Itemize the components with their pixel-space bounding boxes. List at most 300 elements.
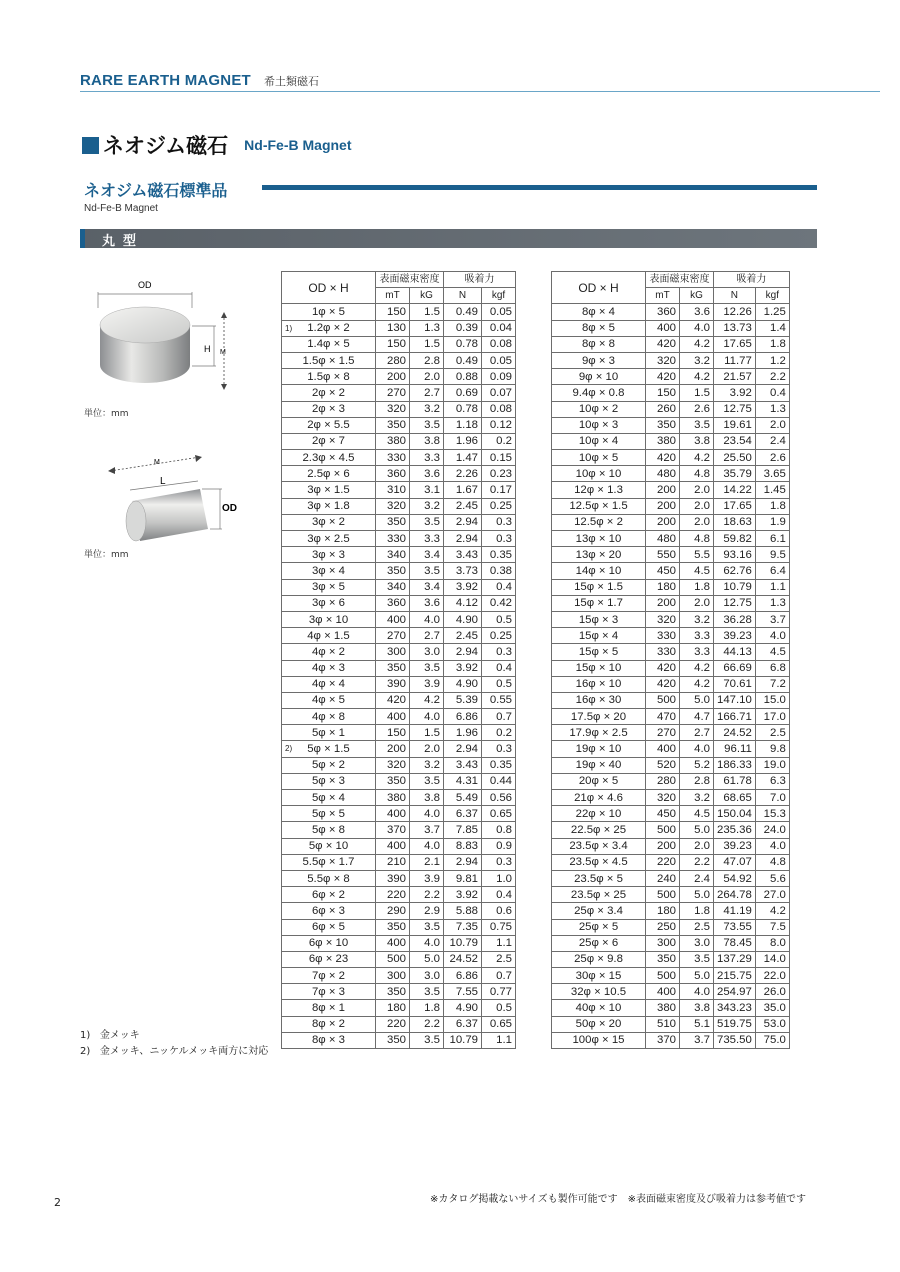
table-row <box>282 482 516 498</box>
size-value: 40φ × 10 <box>575 1002 622 1015</box>
cell-N: 68.65 <box>714 790 756 806</box>
cell-mT: 350 <box>646 417 680 433</box>
size-value: 5φ × 4 <box>311 791 346 804</box>
cell-kgf: 0.08 <box>482 336 516 352</box>
size-value: 5φ × 2 <box>311 759 346 772</box>
cell-kgf: 1.1 <box>482 935 516 951</box>
disc-top <box>100 307 190 343</box>
cell-N: 137.29 <box>714 951 756 967</box>
cell-mT: 200 <box>646 838 680 854</box>
cell-N: 0.88 <box>444 369 482 385</box>
cell-kgf: 0.4 <box>482 887 516 903</box>
cell-kgf: 0.08 <box>482 401 516 417</box>
table-row <box>282 514 516 530</box>
size-value: 25φ × 5 <box>578 921 619 934</box>
cell-size <box>552 628 646 644</box>
cell-size <box>282 644 376 660</box>
cell-kgf: 0.6 <box>482 903 516 919</box>
table-row <box>282 773 516 789</box>
size-value: 25φ × 9.8 <box>574 953 623 966</box>
footnote-marker: 1) <box>285 323 293 333</box>
size-value: 8φ × 3 <box>311 1034 346 1047</box>
section-bar <box>80 229 817 248</box>
cell-kgf: 0.3 <box>482 741 516 757</box>
unit-label-2: 単位：mm <box>84 550 129 560</box>
cell-kG: 4.2 <box>680 369 714 385</box>
cell-kgf: 0.4 <box>482 660 516 676</box>
size-value: 8φ × 2 <box>311 1018 346 1031</box>
cell-kgf: 0.55 <box>482 692 516 708</box>
table-row <box>552 1000 790 1016</box>
cell-kG: 3.2 <box>680 352 714 368</box>
header-kG: kG <box>680 288 714 304</box>
cell-N: 2.94 <box>444 644 482 660</box>
table-row <box>282 806 516 822</box>
table-row <box>552 822 790 838</box>
cell-kgf: 4.0 <box>755 628 789 644</box>
cell-N: 5.49 <box>444 790 482 806</box>
size-value: 3φ × 6 <box>311 597 346 610</box>
cell-kgf: 26.0 <box>755 984 789 1000</box>
size-value: 30φ × 15 <box>575 969 622 982</box>
cell-mT: 290 <box>376 903 410 919</box>
size-value: 10φ × 5 <box>578 451 619 464</box>
table-row <box>282 450 516 466</box>
table-row <box>282 1016 516 1032</box>
table-row <box>282 611 516 627</box>
table-row <box>282 725 516 741</box>
cell-size <box>282 806 376 822</box>
table-row <box>552 595 790 611</box>
table-row <box>552 417 790 433</box>
cell-kgf: 0.5 <box>482 676 516 692</box>
cell-N: 150.04 <box>714 806 756 822</box>
cell-kgf: 4.5 <box>755 644 789 660</box>
cell-kgf: 0.35 <box>482 757 516 773</box>
cell-kgf: 0.3 <box>482 531 516 547</box>
title-square-icon <box>82 137 99 154</box>
cell-mT: 340 <box>376 579 410 595</box>
cell-size <box>282 385 376 401</box>
cell-kG: 4.2 <box>680 336 714 352</box>
cell-kG: 4.2 <box>410 692 444 708</box>
cell-N: 18.63 <box>714 514 756 530</box>
cell-N: 66.69 <box>714 660 756 676</box>
size-value: 25φ × 6 <box>578 937 619 950</box>
table-row <box>282 336 516 352</box>
table-row <box>552 1032 790 1048</box>
cell-mT: 400 <box>646 984 680 1000</box>
table-row <box>282 838 516 854</box>
cell-N: 39.23 <box>714 838 756 854</box>
cell-N: 12.75 <box>714 595 756 611</box>
table-row <box>282 968 516 984</box>
header-flux: 表面磁束密度 <box>376 272 444 288</box>
table-row <box>282 644 516 660</box>
cell-kG: 4.8 <box>680 531 714 547</box>
size-value: 13φ × 20 <box>575 548 622 561</box>
cell-N: 1.96 <box>444 433 482 449</box>
cell-mT: 420 <box>646 336 680 352</box>
cell-size <box>552 838 646 854</box>
footnote-marker: 2) <box>285 744 293 754</box>
cell-kgf: 1.9 <box>755 514 789 530</box>
cell-mT: 360 <box>376 595 410 611</box>
cell-size <box>552 757 646 773</box>
cell-kgf: 1.3 <box>755 401 789 417</box>
subtitle-bar <box>262 185 817 190</box>
cell-mT: 250 <box>646 919 680 935</box>
cell-kgf: 0.77 <box>482 984 516 1000</box>
cell-size <box>552 611 646 627</box>
size-value: 10φ × 10 <box>575 467 622 480</box>
cell-N: 264.78 <box>714 887 756 903</box>
cell-kgf: 0.12 <box>482 417 516 433</box>
cell-kG: 3.5 <box>410 919 444 935</box>
cell-kG: 3.2 <box>410 498 444 514</box>
size-value: 3φ × 2.5 <box>307 532 350 545</box>
cell-size <box>282 304 376 320</box>
cell-mT: 270 <box>646 725 680 741</box>
cell-kG: 2.7 <box>410 385 444 401</box>
table-row <box>552 968 790 984</box>
cell-kG: 1.5 <box>410 336 444 352</box>
cell-N: 7.55 <box>444 984 482 1000</box>
cell-kG: 1.3 <box>410 320 444 336</box>
size-value: 1.5φ × 1.5 <box>302 354 355 367</box>
cell-kgf: 15.3 <box>755 806 789 822</box>
cell-kgf: 0.3 <box>482 514 516 530</box>
size-value: 2φ × 7 <box>311 435 346 448</box>
cell-kgf: 1.1 <box>755 579 789 595</box>
size-value: 1.2φ × 2 <box>307 322 350 335</box>
cell-kgf: 6.3 <box>755 773 789 789</box>
cell-N: 0.49 <box>444 304 482 320</box>
cell-N: 4.90 <box>444 676 482 692</box>
size-value: 4φ × 4 <box>311 678 346 691</box>
od-label: OD <box>138 280 152 290</box>
cell-N: 36.28 <box>714 611 756 627</box>
size-value: 3φ × 1.5 <box>307 484 350 497</box>
cell-mT: 450 <box>646 563 680 579</box>
size-value: 4φ × 8 <box>311 710 346 723</box>
table-row <box>282 854 516 870</box>
cell-kgf: 0.05 <box>482 304 516 320</box>
cell-N: 1.47 <box>444 450 482 466</box>
size-value: 3φ × 4 <box>311 564 346 577</box>
cell-mT: 320 <box>376 401 410 417</box>
cell-N: 13.73 <box>714 320 756 336</box>
cell-size <box>552 692 646 708</box>
cell-N: 47.07 <box>714 854 756 870</box>
cell-N: 0.39 <box>444 320 482 336</box>
cell-N: 17.65 <box>714 336 756 352</box>
cell-kgf: 2.0 <box>755 417 789 433</box>
size-value: 7φ × 2 <box>311 969 346 982</box>
brand-subtitle: 希土類磁石 <box>264 75 319 88</box>
cell-N: 2.45 <box>444 498 482 514</box>
table-row <box>552 628 790 644</box>
cell-N: 59.82 <box>714 531 756 547</box>
table-row <box>282 1000 516 1016</box>
cell-size <box>282 838 376 854</box>
cell-kgf: 53.0 <box>755 1016 789 1032</box>
cell-N: 2.45 <box>444 628 482 644</box>
rod-magnet-diagram <box>80 445 260 555</box>
size-value: 2.3φ × 4.5 <box>302 451 355 464</box>
cell-kgf: 2.6 <box>755 450 789 466</box>
cell-N: 2.94 <box>444 741 482 757</box>
cell-kG: 5.1 <box>680 1016 714 1032</box>
cell-kgf: 9.8 <box>755 741 789 757</box>
cell-kgf: 4.0 <box>755 838 789 854</box>
size-value: 2φ × 5.5 <box>307 419 350 432</box>
cell-kG: 4.2 <box>680 450 714 466</box>
cell-mT: 350 <box>376 919 410 935</box>
cell-size <box>552 660 646 676</box>
size-value: 4φ × 5 <box>311 694 346 707</box>
table-row <box>552 757 790 773</box>
cell-kG: 4.0 <box>410 611 444 627</box>
cell-kgf: 0.56 <box>482 790 516 806</box>
table-row <box>552 433 790 449</box>
cell-size <box>282 935 376 951</box>
header-force: 吸着力 <box>444 272 516 288</box>
cell-size <box>552 919 646 935</box>
cell-size <box>552 450 646 466</box>
header-kgf: kgf <box>755 288 789 304</box>
cell-kG: 4.0 <box>680 741 714 757</box>
cell-N: 4.12 <box>444 595 482 611</box>
cell-mT: 370 <box>646 1032 680 1048</box>
size-value: 8φ × 8 <box>581 338 616 351</box>
size-value: 10φ × 2 <box>578 403 619 416</box>
size-value: 16φ × 30 <box>575 694 622 707</box>
cell-kG: 3.0 <box>410 968 444 984</box>
note-2-text: 金メッキ、ニッケルメッキ両方に対応 <box>99 1046 269 1057</box>
cell-N: 3.43 <box>444 757 482 773</box>
cell-size <box>282 968 376 984</box>
cell-kgf: 0.25 <box>482 628 516 644</box>
cell-size <box>282 854 376 870</box>
cell-size <box>282 676 376 692</box>
cell-mT: 200 <box>376 741 410 757</box>
table-row <box>282 660 516 676</box>
cell-kG: 5.0 <box>680 887 714 903</box>
cell-kgf: 4.2 <box>755 903 789 919</box>
size-value: 9φ × 3 <box>581 354 616 367</box>
cell-kG: 3.2 <box>680 611 714 627</box>
cell-N: 735.50 <box>714 1032 756 1048</box>
cell-size <box>552 466 646 482</box>
cell-size <box>282 433 376 449</box>
cell-N: 4.90 <box>444 611 482 627</box>
size-value: 7φ × 3 <box>311 985 346 998</box>
table-row <box>552 725 790 741</box>
size-value: 9φ × 10 <box>578 370 619 383</box>
cell-N: 4.31 <box>444 773 482 789</box>
cell-N: 3.92 <box>444 660 482 676</box>
cell-kgf: 1.1 <box>482 1032 516 1048</box>
cell-N: 3.92 <box>714 385 756 401</box>
cell-size <box>282 369 376 385</box>
cell-kG: 2.2 <box>410 1016 444 1032</box>
table-row <box>552 611 790 627</box>
cell-kG: 3.5 <box>680 417 714 433</box>
size-value: 25φ × 3.4 <box>574 904 623 917</box>
size-value: 3φ × 1.8 <box>307 500 350 513</box>
cell-N: 12.26 <box>714 304 756 320</box>
size-value: 8φ × 5 <box>581 322 616 335</box>
table-row <box>282 579 516 595</box>
cell-size <box>552 531 646 547</box>
cell-size <box>552 417 646 433</box>
cell-N: 10.79 <box>444 1032 482 1048</box>
cell-size <box>282 822 376 838</box>
cell-kG: 4.0 <box>680 984 714 1000</box>
header-kG: kG <box>410 288 444 304</box>
table-row <box>282 531 516 547</box>
size-value: 19φ × 40 <box>575 759 622 772</box>
cell-kG: 1.8 <box>680 903 714 919</box>
cell-kgf: 1.25 <box>755 304 789 320</box>
table-row <box>552 806 790 822</box>
cell-N: 1.67 <box>444 482 482 498</box>
size-value: 20φ × 5 <box>578 775 619 788</box>
cell-kG: 3.5 <box>410 660 444 676</box>
cell-kG: 3.0 <box>410 644 444 660</box>
cell-kG: 2.2 <box>410 887 444 903</box>
header-divider <box>80 91 880 92</box>
table-row <box>282 984 516 1000</box>
cell-N: 6.37 <box>444 806 482 822</box>
table-row <box>552 304 790 320</box>
size-value: 1.5φ × 8 <box>307 370 350 383</box>
cell-kgf: 2.2 <box>755 369 789 385</box>
cell-kgf: 0.75 <box>482 919 516 935</box>
cell-mT: 420 <box>646 660 680 676</box>
cell-mT: 280 <box>646 773 680 789</box>
table-row <box>552 547 790 563</box>
cell-size <box>552 854 646 870</box>
cell-kgf: 0.7 <box>482 709 516 725</box>
table-row <box>282 498 516 514</box>
cell-kgf: 0.17 <box>482 482 516 498</box>
cell-size <box>282 951 376 967</box>
cell-kG: 3.2 <box>410 401 444 417</box>
table-row <box>552 563 790 579</box>
cell-kgf: 9.5 <box>755 547 789 563</box>
cell-size <box>282 352 376 368</box>
cell-N: 12.75 <box>714 401 756 417</box>
cell-kG: 2.8 <box>680 773 714 789</box>
cell-size <box>552 579 646 595</box>
cell-kG: 3.5 <box>410 514 444 530</box>
table-row <box>552 887 790 903</box>
table-row <box>282 935 516 951</box>
cell-kgf: 0.23 <box>482 466 516 482</box>
cell-mT: 270 <box>376 385 410 401</box>
cell-kG: 3.5 <box>410 1032 444 1048</box>
cell-size <box>282 887 376 903</box>
unit-label-1: 単位：mm <box>84 409 129 419</box>
cell-kG: 2.7 <box>680 725 714 741</box>
cell-N: 215.75 <box>714 968 756 984</box>
cell-N: 0.69 <box>444 385 482 401</box>
cell-mT: 180 <box>646 903 680 919</box>
cell-kgf: 0.09 <box>482 369 516 385</box>
cell-size <box>552 644 646 660</box>
size-value: 10φ × 3 <box>578 419 619 432</box>
table-row <box>282 951 516 967</box>
table-row <box>552 790 790 806</box>
cell-size <box>552 498 646 514</box>
disc-magnet-diagram <box>80 270 260 410</box>
cell-size <box>552 984 646 1000</box>
cell-size <box>282 692 376 708</box>
cell-mT: 390 <box>376 676 410 692</box>
cell-mT: 420 <box>646 369 680 385</box>
table-row <box>552 692 790 708</box>
cell-mT: 310 <box>376 482 410 498</box>
size-value: 3φ × 5 <box>311 581 346 594</box>
table-row <box>552 903 790 919</box>
size-value: 6φ × 10 <box>308 937 349 950</box>
header-N: N <box>714 288 756 304</box>
subtitle <box>84 178 227 214</box>
cell-N: 5.39 <box>444 692 482 708</box>
size-value: 10φ × 4 <box>578 435 619 448</box>
header-N: N <box>444 288 482 304</box>
cell-kG: 3.6 <box>680 304 714 320</box>
size-value: 6φ × 5 <box>311 921 346 934</box>
table-row <box>552 838 790 854</box>
cell-size <box>552 773 646 789</box>
cell-kG: 5.0 <box>680 822 714 838</box>
cell-kG: 1.8 <box>680 579 714 595</box>
cell-kG: 3.9 <box>410 870 444 886</box>
cell-size <box>282 1016 376 1032</box>
cell-N: 73.55 <box>714 919 756 935</box>
cell-kG: 5.0 <box>680 692 714 708</box>
table-row <box>552 644 790 660</box>
cell-mT: 180 <box>376 1000 410 1016</box>
header-force: 吸着力 <box>714 272 790 288</box>
cell-mT: 150 <box>376 304 410 320</box>
size-value: 22.5φ × 25 <box>570 823 627 836</box>
cell-size <box>552 725 646 741</box>
table-row <box>552 709 790 725</box>
table-row <box>552 660 790 676</box>
size-value: 5φ × 1 <box>311 726 346 739</box>
table-row <box>282 466 516 482</box>
cell-N: 343.23 <box>714 1000 756 1016</box>
cell-kgf: 1.0 <box>482 870 516 886</box>
cell-mT: 330 <box>646 628 680 644</box>
cell-mT: 150 <box>646 385 680 401</box>
table-row <box>552 773 790 789</box>
cell-kG: 3.7 <box>680 1032 714 1048</box>
cell-kgf: 5.6 <box>755 870 789 886</box>
cell-kG: 4.2 <box>680 676 714 692</box>
cell-size <box>552 822 646 838</box>
table-row <box>282 822 516 838</box>
cell-kgf: 0.04 <box>482 320 516 336</box>
cell-size <box>552 887 646 903</box>
cell-mT: 240 <box>646 870 680 886</box>
cell-size <box>282 1000 376 1016</box>
cell-mT: 350 <box>646 951 680 967</box>
